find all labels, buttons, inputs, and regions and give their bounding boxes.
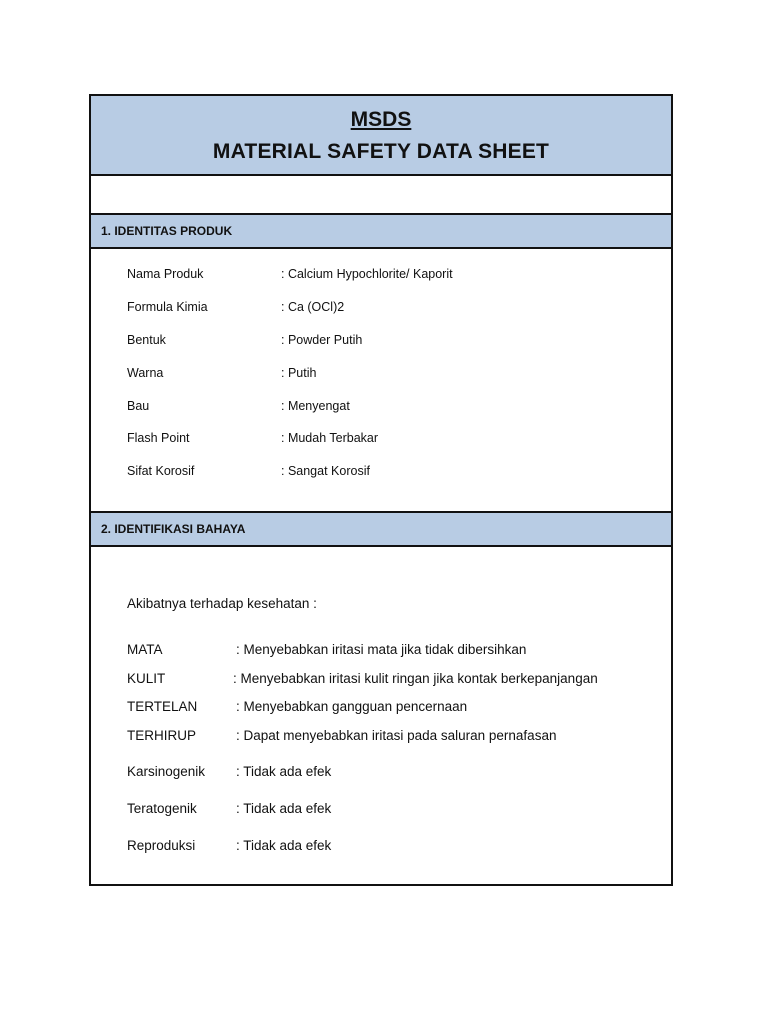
- product-row-label: Warna: [127, 366, 164, 380]
- hazard-row-label: TERHIRUP: [127, 728, 197, 743]
- header-msds: MSDS: [350, 108, 412, 131]
- product-row-value: : Putih: [281, 366, 317, 380]
- hazard-row-value: : Tidak ada efek: [236, 838, 332, 853]
- product-row-label: Formula Kimia: [127, 300, 208, 314]
- product-row-label: Sifat Korosif: [127, 464, 195, 478]
- hazard-row-label: KULIT: [127, 671, 166, 686]
- hazard-row-label: Teratogenik: [127, 801, 197, 816]
- health-effects-intro: Akibatnya terhadap kesehatan :: [127, 596, 317, 611]
- hazard-row-value: : Menyebabkan gangguan pencernaan: [236, 699, 468, 714]
- product-row-value: : Menyengat: [281, 399, 350, 413]
- product-row-value: : Calcium Hypochlorite/ Kaporit: [281, 267, 453, 281]
- section-identitas-produk-title: 1. IDENTITAS PRODUK: [91, 213, 671, 249]
- sheet-header: [91, 96, 671, 176]
- header-title: MATERIAL SAFETY DATA SHEET: [212, 140, 550, 163]
- hazard-row-value: : Tidak ada efek: [236, 801, 332, 816]
- product-row-label: Bentuk: [127, 333, 166, 347]
- hazard-row-label: TERTELAN: [127, 699, 198, 714]
- hazard-row-value: : Menyebabkan iritasi kulit ringan jika kontak berkepanjangan: [233, 671, 598, 686]
- section-identifikasi-bahaya-title: 2. IDENTIFIKASI BAHAYA: [91, 511, 671, 547]
- hazard-row-value: : Menyebabkan iritasi mata jika tidak dibersihkan: [236, 642, 527, 657]
- hazard-row-value: : Tidak ada efek: [236, 764, 332, 779]
- product-row-value: : Mudah Terbakar: [281, 431, 379, 445]
- hazard-row-value: : Dapat menyebabkan iritasi pada saluran pernafasan: [236, 728, 557, 743]
- product-row-label: Bau: [127, 399, 150, 413]
- product-row-value: : Powder Putih: [281, 333, 363, 347]
- hazard-row-label: Karsinogenik: [127, 764, 206, 779]
- product-row-label: Nama Produk: [127, 267, 204, 281]
- msds-sheet: [89, 94, 673, 886]
- product-row-value: : Ca (OCl)2: [281, 300, 345, 314]
- hazard-row-label: MATA: [127, 642, 163, 657]
- product-row-label: Flash Point: [127, 431, 190, 445]
- hazard-row-label: Reproduksi: [127, 838, 196, 853]
- product-row-value: : Sangat Korosif: [281, 464, 370, 478]
